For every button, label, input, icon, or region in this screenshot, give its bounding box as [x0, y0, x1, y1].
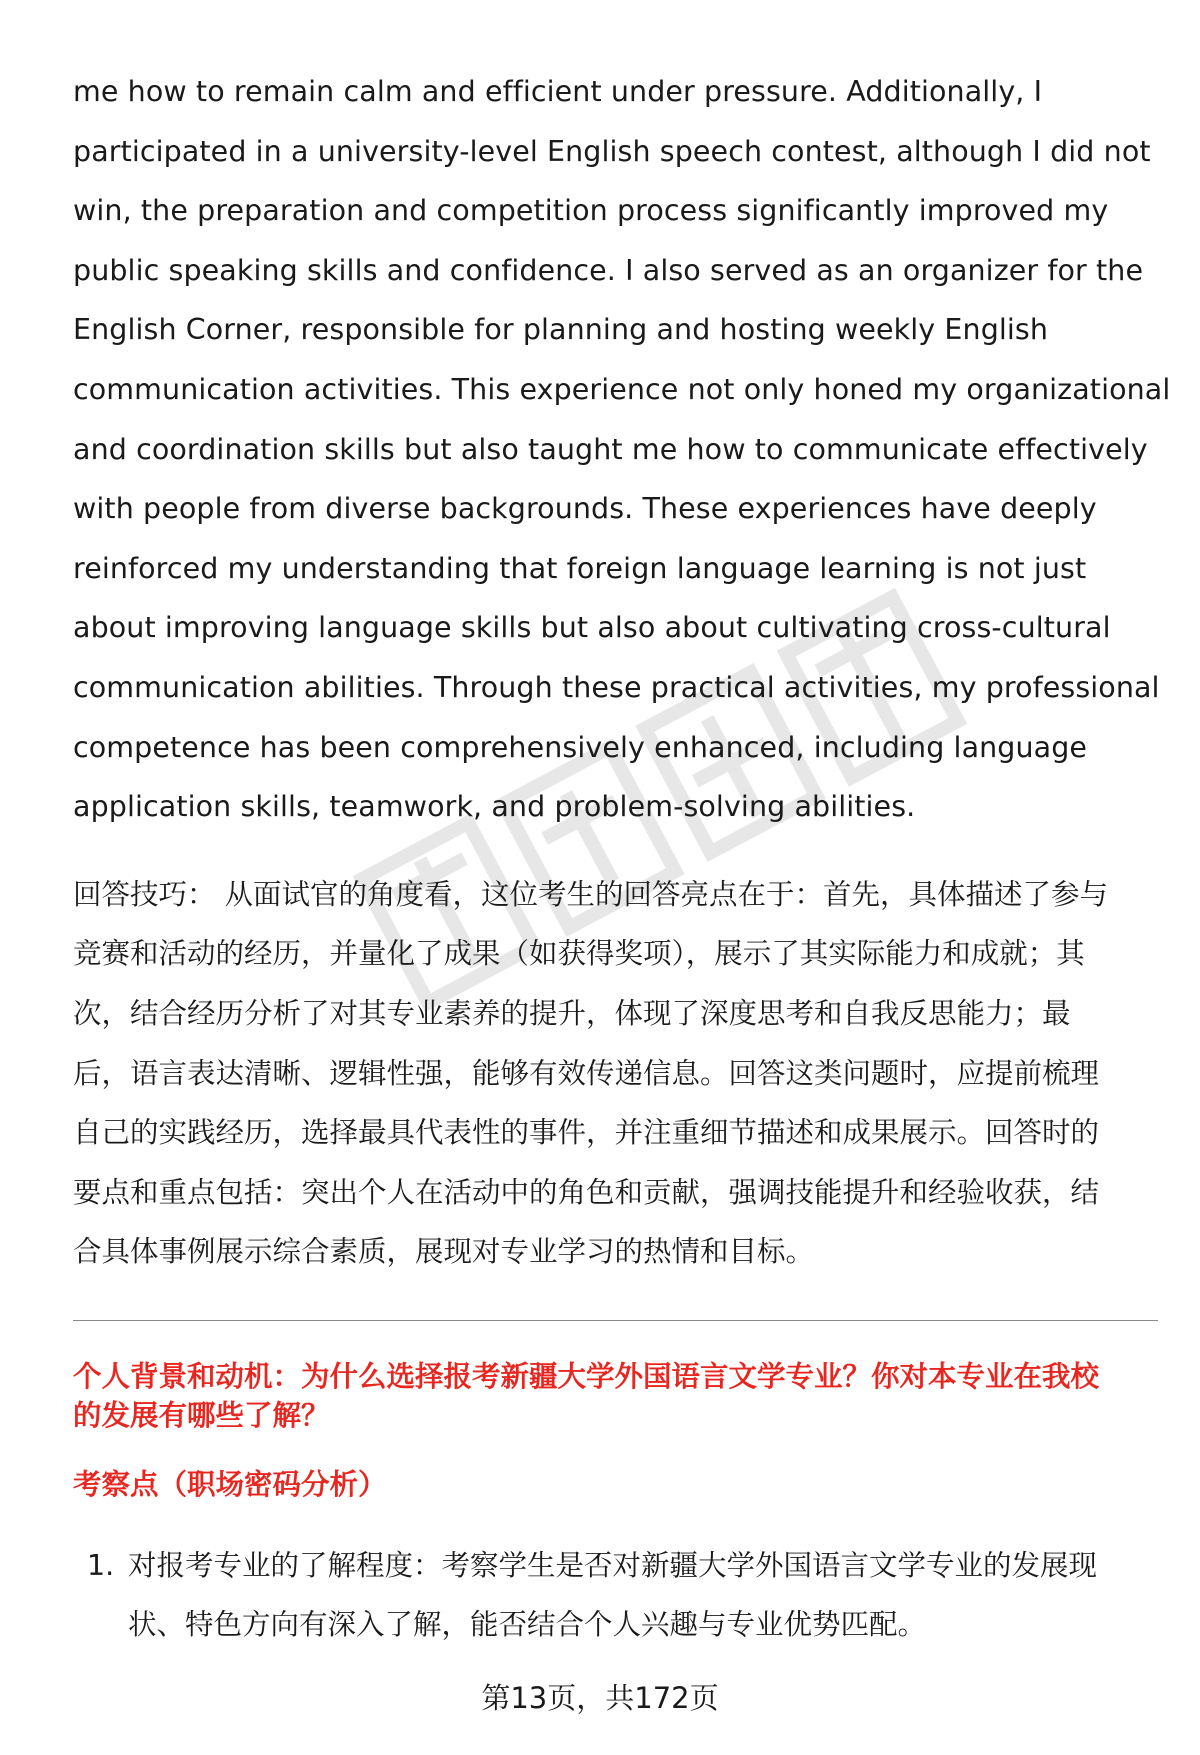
assessment-points-list [73, 1536, 1158, 1655]
question-heading [73, 1357, 1158, 1435]
text-line: communication abilities. Through these practical activities, my professional [73, 670, 1160, 704]
text-line: public speaking skills and confidence. I also served as an organizer for the [73, 253, 1144, 287]
text-line: participated in a university-level English speech contest, although I did not [73, 134, 1151, 168]
section-divider [73, 1320, 1158, 1321]
question-line: 个人背景和动机：为什么选择报考新疆大学外国语言文学专业？你对本专业在我校 [73, 1359, 1100, 1393]
text-line: with people from diverse backgrounds. These experiences have deeply [73, 492, 1097, 526]
text-line: about improving language skills but also about cultivating cross-cultural [73, 611, 1111, 645]
text-line: English Corner, responsible for planning and hosting weekly English [73, 313, 1049, 347]
text-line: application skills, teamwork, and problem-solving abilities. [73, 790, 916, 824]
list-item-number: 1. [87, 1548, 115, 1582]
page-number-footer: 第13页，共172页 [481, 1681, 719, 1715]
tip-line: 后，语言表达清晰、逻辑性强，能够有效传递信息。回答这类问题时，应提前梳理 [73, 1056, 1100, 1090]
section-heading: 考察点（职场密码分析） [73, 1467, 387, 1501]
question-line: 的发展有哪些了解？ [73, 1398, 330, 1432]
text-line: win, the preparation and competition process significantly improved my [73, 194, 1109, 228]
list-item-line: 状、特色方向有深入了解，能否结合个人兴趣与专业优势匹配。 [128, 1608, 927, 1642]
list-item [73, 1536, 1158, 1655]
text-line: competence has been comprehensively enhanced, including language [73, 730, 1088, 764]
document-page [73, 62, 1171, 1655]
tip-line: 要点和重点包括：突出个人在活动中的角色和贡献，强调技能提升和经验收获，结 [73, 1175, 1100, 1209]
tip-line: 自己的实践经历，选择最具代表性的事件，并注重细节描述和成果展示。回答时的 [73, 1116, 1100, 1150]
list-item-line: 对报考专业的了解程度：考察学生是否对新疆大学外国语言文学专业的发展现 [128, 1548, 1098, 1582]
tip-line: 回答技巧： 从面试官的角度看，这位考生的回答亮点在于：首先，具体描述了参与 [73, 877, 1109, 911]
text-line: me how to remain calm and efficient under pressure. Additionally, I [73, 75, 1043, 108]
tip-line: 次，结合经历分析了对其专业素养的提升，体现了深度思考和自我反思能力；最 [73, 996, 1071, 1030]
answer-tips-paragraph [73, 865, 1158, 1282]
tip-line: 合具体事例展示综合素质，展现对专业学习的热情和目标。 [73, 1235, 815, 1269]
tip-line: 竞赛和活动的经历，并量化了成果（如获得奖项），展示了其实际能力和成就；其 [73, 937, 1085, 971]
text-line: and coordination skills but also taught me how to communicate effectively [73, 432, 1148, 466]
text-line: communication activities. This experience not only honed my organizational [73, 372, 1171, 406]
answer-paragraph [73, 62, 1171, 837]
text-line: reinforced my understanding that foreign language learning is not just [73, 551, 1087, 585]
